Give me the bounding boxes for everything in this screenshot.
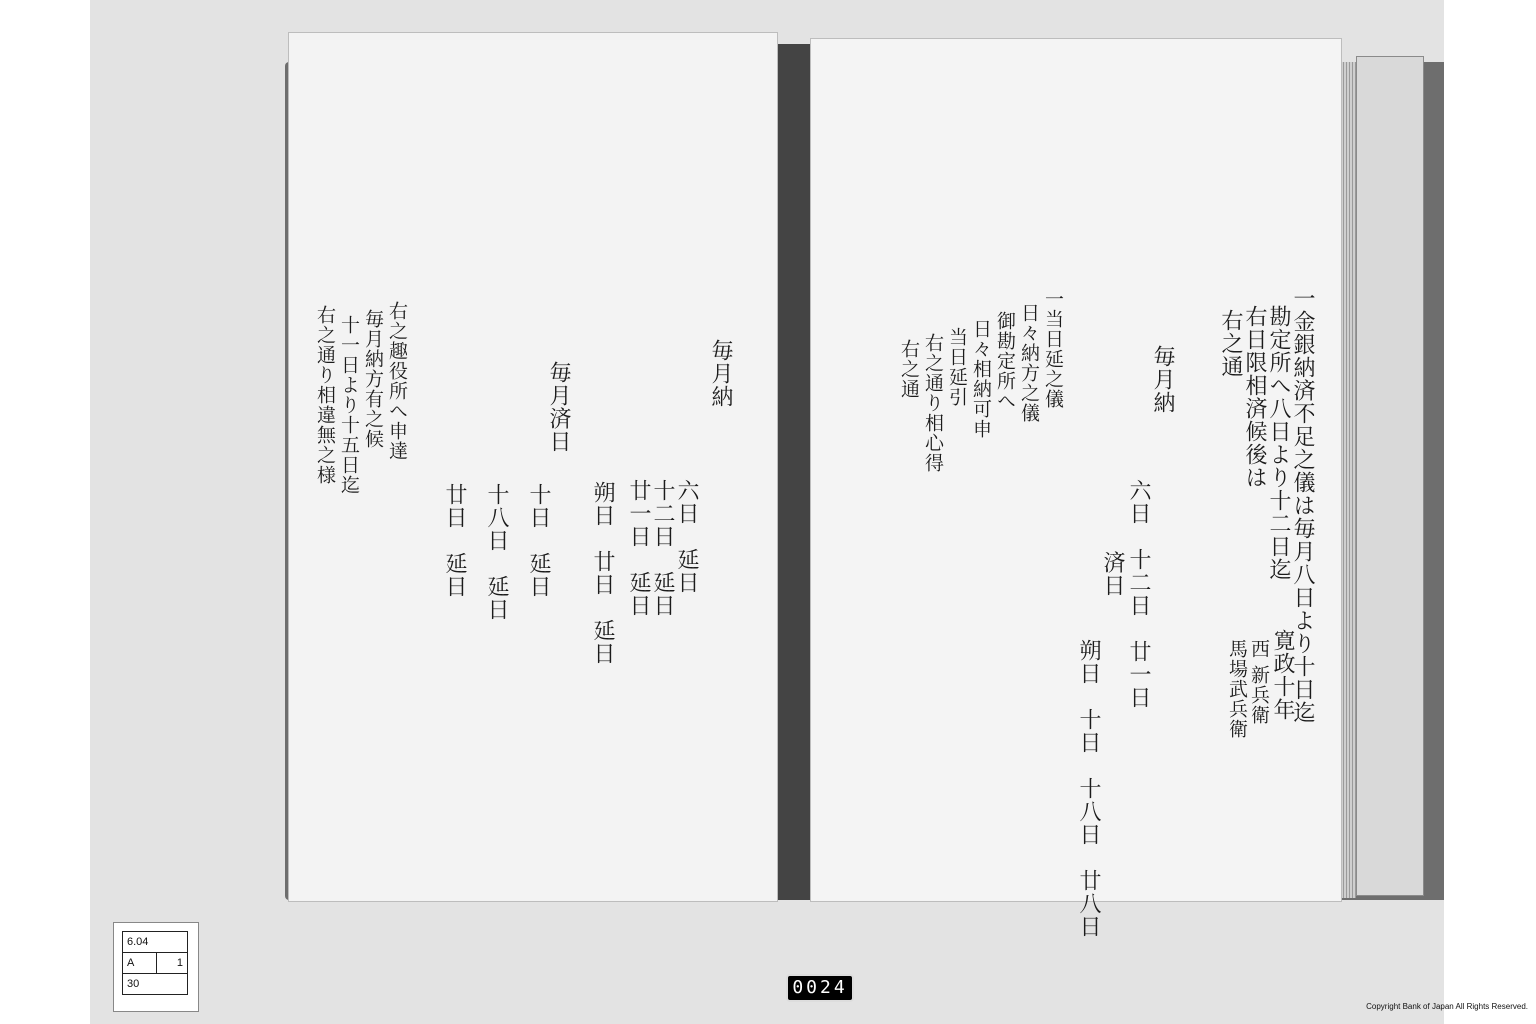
right-col-11: 御勘定所へ [994, 311, 1016, 411]
right-col-1: 一金銀納済不足之儀は毎月八日より十日迄 [1290, 287, 1315, 724]
left-col-9: 廿日 延日 [442, 483, 467, 598]
left-col-13: 右之通り相違無之様 [314, 305, 336, 485]
catalog-table [122, 931, 188, 995]
catalog-row-1: 6.04 [123, 932, 188, 953]
right-col-12: 日々相納可申 [970, 319, 992, 439]
right-col-6: 六日 十二日 廿一日 [1126, 479, 1151, 709]
catalog-row-3: 30 [123, 974, 188, 995]
copyright-notice: Copyright Bank of Japan All Rights Reserved. [1366, 1002, 1528, 1011]
right-col-9: 一当日延之儀 [1042, 289, 1064, 409]
right-col-5: 毎月納 [1150, 345, 1175, 414]
left-col-2: 六日 延日 [674, 479, 699, 594]
signature-line-4: 馬場武兵衛 [1226, 639, 1248, 739]
right-col-4: 右之通 [1218, 309, 1243, 378]
left-col-12: 十一日より十五日迄 [338, 315, 360, 495]
frame-number: 0024 [786, 974, 854, 1002]
catalog-row-2-a: A [123, 953, 157, 974]
right-page [810, 38, 1342, 938]
left-col-3: 十二日 延日 [650, 479, 675, 617]
left-page [288, 32, 778, 902]
right-col-7: 済日 [1100, 551, 1125, 597]
back-cover [1356, 56, 1424, 896]
left-col-1: 毎月納 [708, 339, 733, 408]
catalog-row-2-b: 1 [156, 953, 187, 974]
left-col-7: 十日 延日 [526, 483, 551, 598]
left-col-4: 廿一日 延日 [626, 479, 651, 617]
left-col-8: 十八日 延日 [484, 483, 509, 621]
catalog-label [113, 922, 199, 1012]
right-col-14: 右之通り相心得 [922, 333, 944, 473]
book-spine [776, 44, 810, 900]
right-col-3: 右日限相済候後は [1242, 305, 1267, 489]
scan-area [90, 0, 1444, 1024]
left-col-5: 朔日 廿日 延日 [590, 481, 615, 665]
left-col-10: 右之趣役所へ申達 [386, 301, 408, 461]
left-col-6: 毎月済日 [546, 361, 571, 453]
right-col-15: 右之通 [898, 339, 920, 399]
right-col-10: 日々納方之儀 [1018, 303, 1040, 423]
right-col-8: 朔日 十日 十八日 廿八日 [1076, 639, 1101, 938]
right-col-13: 当日延引 [946, 327, 968, 407]
right-col-2: 勘定所へ八日より十二日迄 [1266, 305, 1291, 581]
signature-line-1: 寛政十年 [1270, 629, 1295, 721]
signature-line-3: 新兵衛 [1248, 665, 1270, 725]
signature-line-2: 西 [1248, 639, 1270, 659]
left-col-11: 毎月納方有之候 [362, 309, 384, 449]
